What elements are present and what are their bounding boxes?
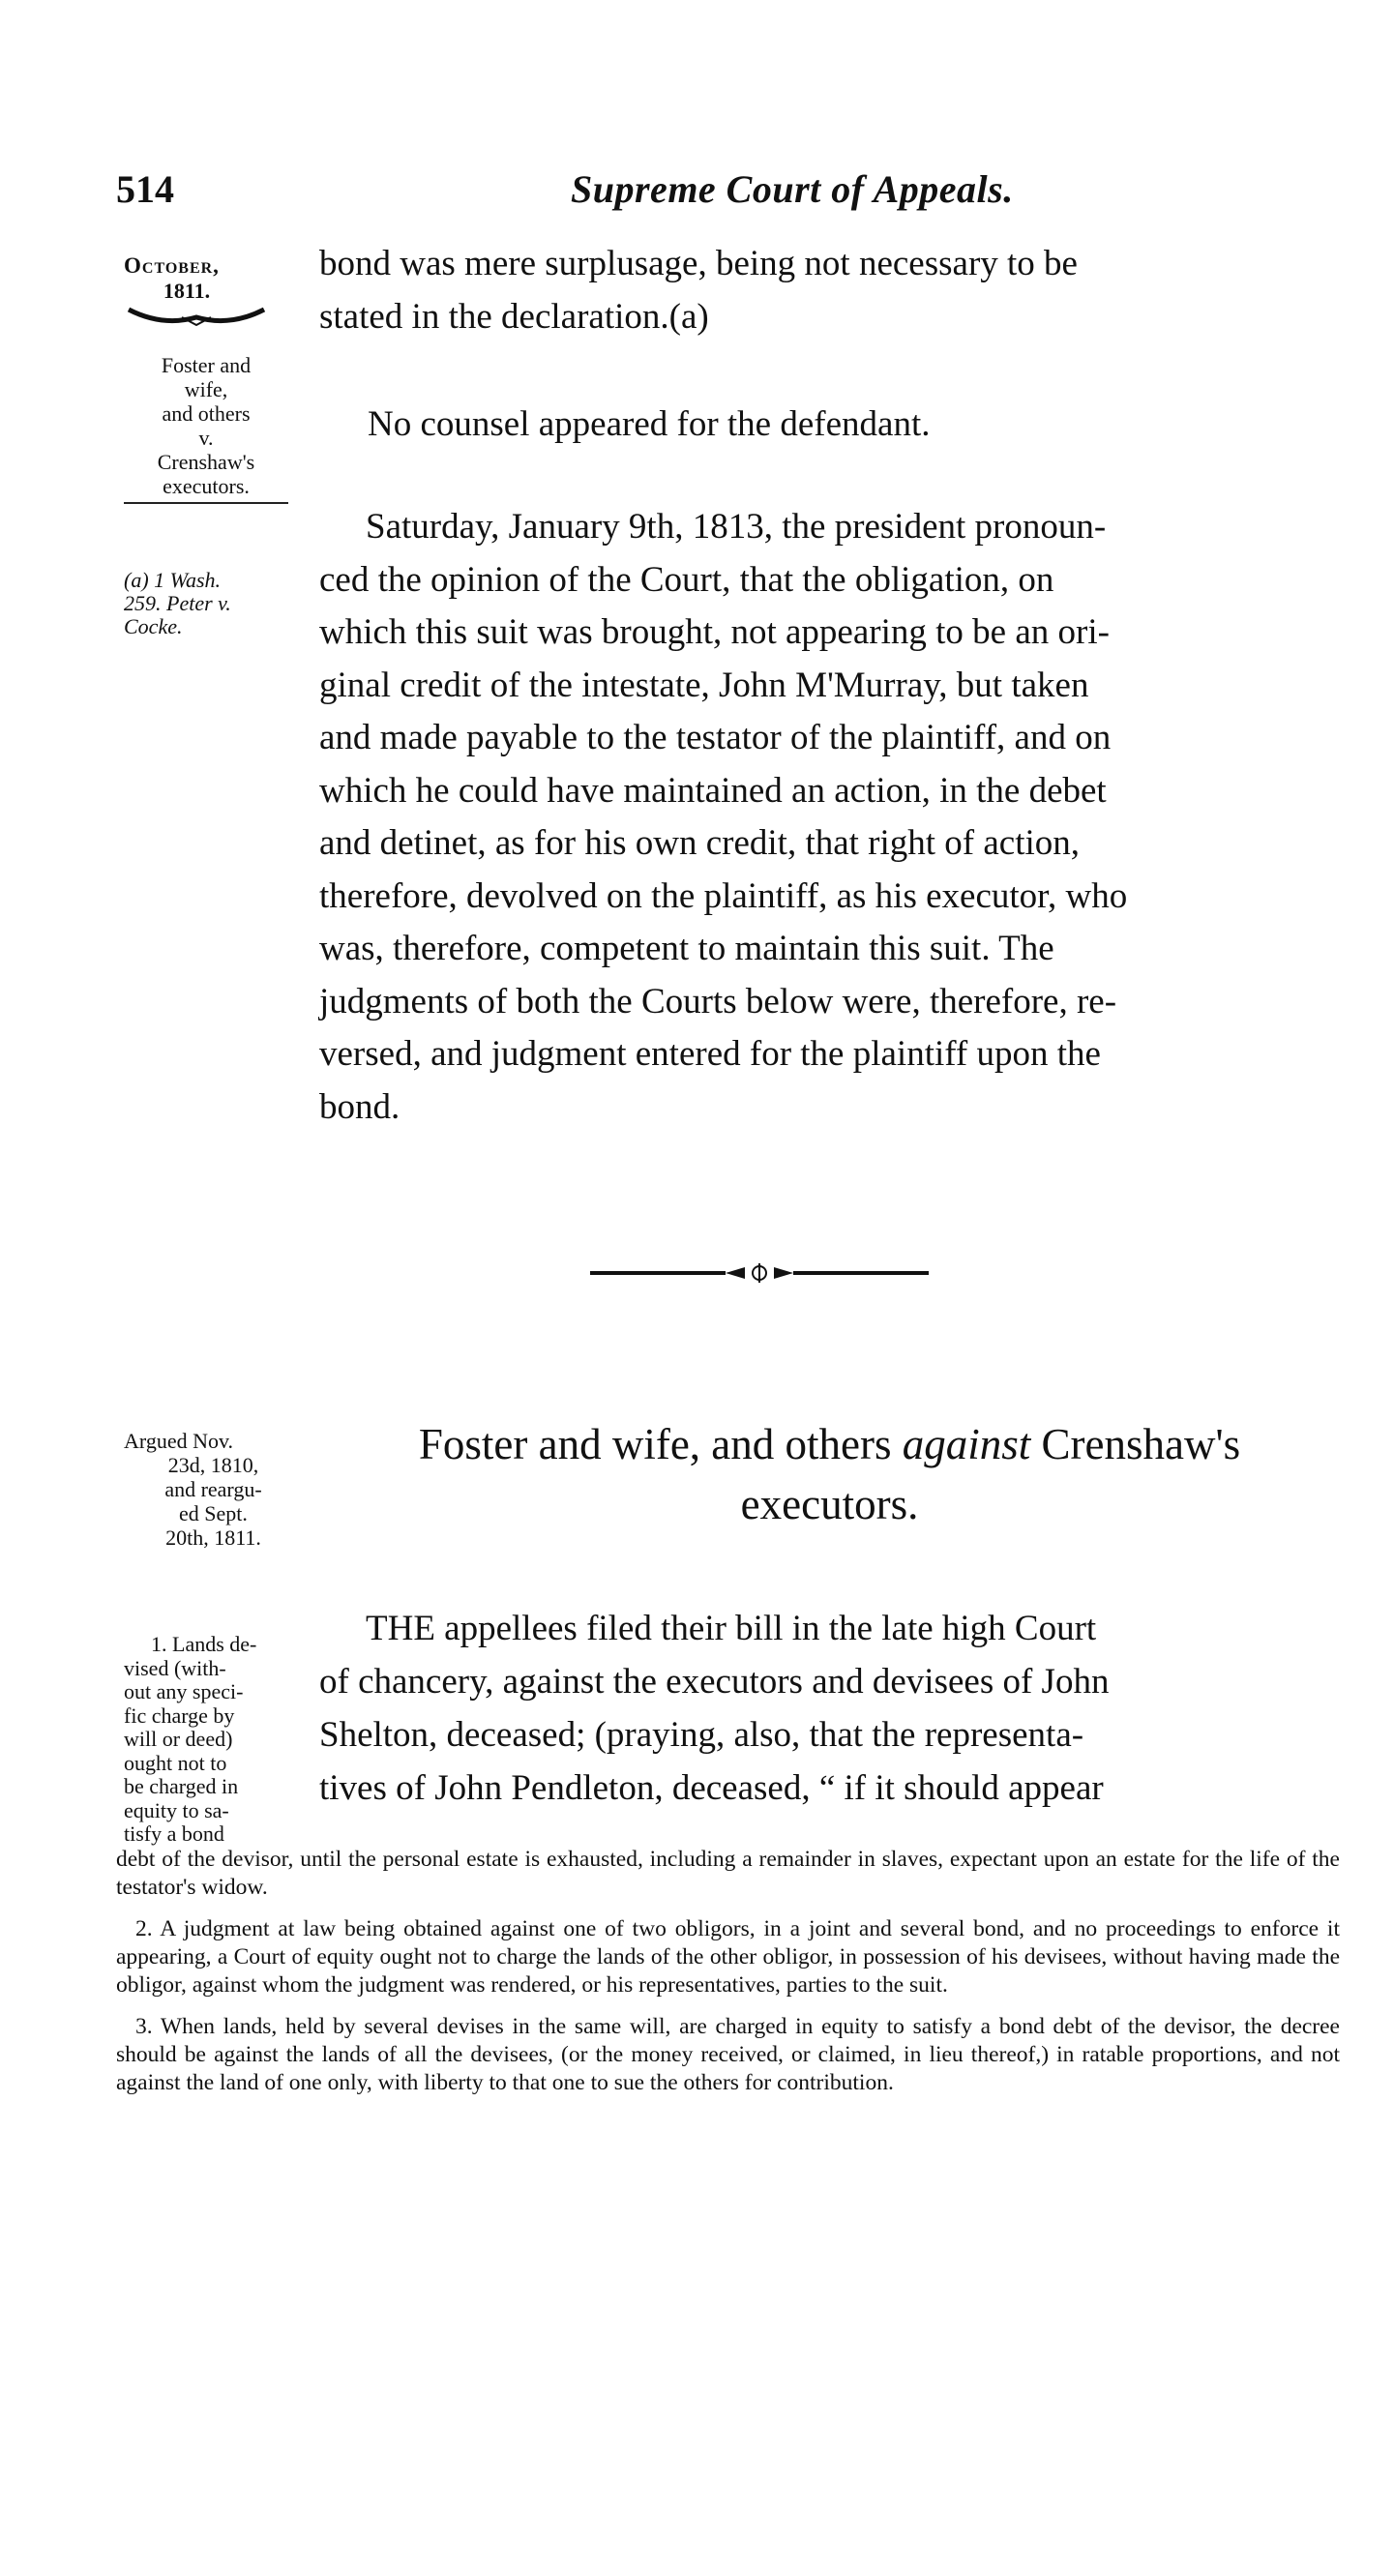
para3-line: versed, and judgment entered for the plaintiff upon the (319, 1034, 1101, 1074)
para2-text: No counsel appeared for the defendant. (368, 404, 931, 444)
para3-line: bond. (319, 1086, 400, 1127)
headnote-margin-line: 1. Lands de- (151, 1632, 257, 1656)
case-body (319, 1602, 1340, 1815)
para1-line1: bond was mere surplusage, being not necessary to be (319, 244, 1078, 283)
case-body-line: of chancery, against the executors and devisees of John (319, 1662, 1110, 1702)
headnote-margin-line: be charged in (124, 1774, 239, 1798)
case-title-part-b: Crenshaw's (1030, 1420, 1241, 1468)
margin-case-line5: Crenshaw's (157, 450, 255, 474)
argued-line2: 23d, 1810, (167, 1453, 259, 1477)
margin-argued (124, 1429, 317, 1550)
case-title-line1 (319, 1414, 1340, 1474)
headnote-margin-line: tisfy a bond (124, 1821, 224, 1846)
argued-line5: 20th, 1811. (165, 1525, 261, 1550)
case-title-part-a: Foster and wife, and others (418, 1420, 903, 1468)
para3-line: was, therefore, competent to maintain this suit. The (319, 929, 1054, 968)
margin-case-line1: Foster and (161, 353, 252, 377)
margin-year: 1811. (163, 279, 211, 303)
margin-footnote (124, 569, 317, 638)
para3-line: and made payable to the testator of the plaintiff, and on (319, 718, 1112, 757)
headnote-margin-line: vised (with- (124, 1655, 226, 1680)
margin-month: October, (124, 253, 220, 278)
running-title: Supreme Court of Appeals. (571, 167, 1014, 211)
para3-line: Saturday, January 9th, 1813, the president pronoun- (366, 507, 1107, 547)
headnote-margin-line: ought not to (124, 1750, 227, 1775)
case-body-line: THE appellees filed their bill in the late high Court (366, 1609, 1097, 1648)
margin-date (124, 253, 308, 329)
para3-line: and detinet, as for his own credit, that right of action, (319, 823, 1081, 863)
ornamental-brace-icon (124, 304, 269, 329)
margin-headnote (124, 1633, 317, 1847)
footnote-line2: 259. Peter v. (124, 591, 231, 615)
para3-line: ced the opinion of the Court, that the obligation, on (319, 559, 1054, 600)
headnote-margin-line: out any speci- (124, 1679, 244, 1703)
argued-line3: and reargu- (164, 1477, 262, 1501)
headnote-1-continued: debt of the devisor, until the personal estate is exhausted, including a remainder in slaves, expectant upon an estate for the life of the testator's widow. (116, 1847, 1340, 1900)
argued-line1: Argued Nov. (124, 1429, 234, 1453)
page-header (116, 166, 1335, 224)
body-top-para3 (319, 501, 1340, 1134)
para3-line: ginal credit of the intestate, John M'Murray, but taken (319, 665, 1089, 705)
margin-case-line4: v. (198, 426, 214, 450)
case-title-against: against (902, 1420, 1031, 1468)
headnote-3: 3. When lands, held by several devises in the same will, are charged in equity to satisfy a bond debt of the devisor, the decree should be against the lands of all the devisees, (or the money received, or claimed, in lieu thereof,) in ratable proportions, and not against the land of one only, with liberty to that one to sue the others for contribution. (116, 2014, 1340, 2095)
footnote-line1: (a) 1 Wash. (124, 568, 222, 592)
case-body-line: tives of John Pendleton, deceased, “ if it should appear (319, 1768, 1104, 1808)
headnote-2: 2. A judgment at law being obtained against one of two obligors, in a joint and several bond, and no proceedings to enforce it appearing, a Court of equity ought not to charge the lands of the other obligor, in possession of his devisees, without having made the obligor, against whom the judgment was rendered, or his representatives, parties to the suit. (116, 1916, 1340, 1998)
body-top-para2 (368, 399, 1388, 452)
body-top-para1 (319, 238, 1340, 343)
headnotes (116, 1846, 1340, 2111)
page-number: 514 (116, 167, 174, 211)
headnote-margin-line: equity to sa- (124, 1797, 229, 1822)
section-ornament-icon (590, 1263, 929, 1283)
margin-case-line2: wife, (184, 377, 228, 401)
para3-line: judgments of both the Courts below were, therefore, re- (319, 981, 1117, 1022)
margin-case-line6: executors. (163, 474, 250, 498)
footnote-line3: Cocke. (124, 614, 183, 638)
margin-case-line3: and others (162, 401, 251, 426)
para1-line2: stated in the declaration.(a) (319, 296, 709, 337)
case-title (319, 1414, 1340, 1534)
case-title-line2: executors. (740, 1480, 919, 1528)
para3-line: which he could have maintained an action, in the debet (319, 770, 1107, 811)
para3-line: which this suit was brought, not appearing to be an ori- (319, 612, 1110, 652)
margin-rule (124, 502, 288, 504)
margin-case-name (124, 353, 288, 504)
headnote-margin-line: will or deed) (124, 1727, 233, 1751)
para3-line: therefore, devolved on the plaintiff, as his executor, who (319, 875, 1128, 916)
case-body-line: Shelton, deceased; (praying, also, that the representa- (319, 1715, 1084, 1755)
headnote-margin-line: fic charge by (124, 1703, 235, 1728)
argued-line4: ed Sept. (179, 1501, 248, 1525)
